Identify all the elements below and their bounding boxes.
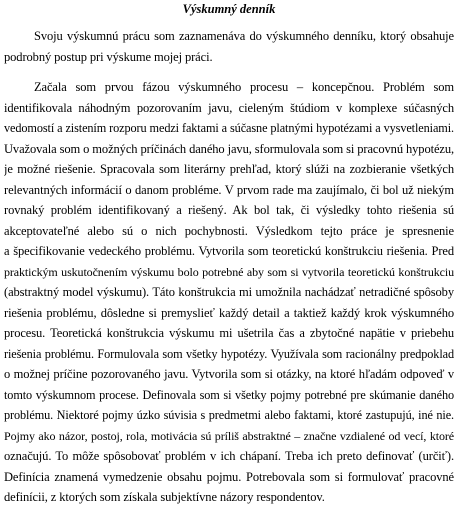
text-line: riešenia problému. Formulovala som všetky hypotézy. Využívala som racionálny predpoklad	[4, 346, 454, 361]
text-line: tomto výskumnom procese. Definovala som si všetky pojmy potrebné pre skúmanie daného	[4, 387, 454, 402]
text-line: označujú. To môže spôsobovať problém v ich chápaní. Treba ich preto definovať (určiť).	[4, 449, 454, 463]
text-line: relevantných informácií o danom probléme. V prvom rade ma zaujímalo, či bol už niekým	[4, 182, 454, 197]
document-title: Výskumný denník	[182, 2, 276, 16]
text-line: Uvažovala som o možných príčinách daného javu, sformulovala som si pracovnú hypotézu,	[4, 141, 454, 156]
text-line: (abstraktný model výskumu). Táto konštrukcia mi umožnila nachádzať netradičné spôsoby	[4, 285, 454, 299]
text-line: identifikovala náhodným pozorovaním javu, cieleným štúdiom v komplexe súčasných	[4, 100, 454, 115]
text-line: Svoju výskumnú prácu som zaznamenáva do výskumného denníku, ktorý obsahuje	[34, 29, 454, 43]
text-line: vedomostí a zistením rozporu medzi faktami a súčasne platnými hypotézami a vysvetleniami.	[4, 121, 454, 135]
text-line: riešenia problému, dôsledne si premyslieť každý detail a taktiež každý krok výskumného	[4, 305, 454, 320]
text-line: definícii, z ktorých som získala subjektívne názory respondentov.	[4, 490, 325, 504]
text-line: procesu. Teoretická konštrukcia výskumu mi ušetrila čas a zbytočné napätie v priebehu	[4, 326, 454, 340]
paragraph-gap	[4, 67, 454, 77]
text-line: akceptovateľné alebo sú o nich pochybnosti. Výsledkom tejto práce je spresnenie	[4, 223, 454, 238]
text-line: problému. Niektoré pojmy úzko súvisia s predmetmi alebo faktami, ktoré zastupujú, iné nie.	[4, 408, 454, 422]
text-line: praktickým uskutočnením výskumu bolo potrebné aby som si vytvorila teoretickú konštrukciu	[4, 264, 454, 279]
text-line: Definícia znamená vymedzenie obsahu pojmu. Potrebovala som si formulovať pracovné	[4, 469, 454, 484]
paragraph-intro	[4, 26, 454, 67]
text-line: Pojmy ako názor, postoj, rola, motivácia sú príliš abstraktné – značne vzdialené od vecí, ktoré	[4, 428, 454, 443]
text-line: a špecifikovanie vedeckého problému. Vytvorila som teoretickú konštrukciu riešenia. Pred	[4, 244, 454, 258]
paragraph-body	[4, 77, 454, 508]
text-line: je možné riešenie. Spracovala som literárny prehľad, ktorý slúži na zozbieranie všetkých	[4, 162, 454, 176]
text-line: Začala som prvou fázou výskumného procesu – koncepčnou. Problém som	[34, 80, 454, 94]
text-line: o možnej príčine pozorovaného javu. Vytvorila som si otázky, na ktoré hľadám odpoveď v	[4, 367, 454, 381]
text-line: podrobný postup pri výskume mojej práci.	[4, 49, 213, 64]
text-line: rovnaký problém identifikovaný a riešený. Ak bol tak, či výsledky tohto riešenia sú	[4, 203, 454, 217]
